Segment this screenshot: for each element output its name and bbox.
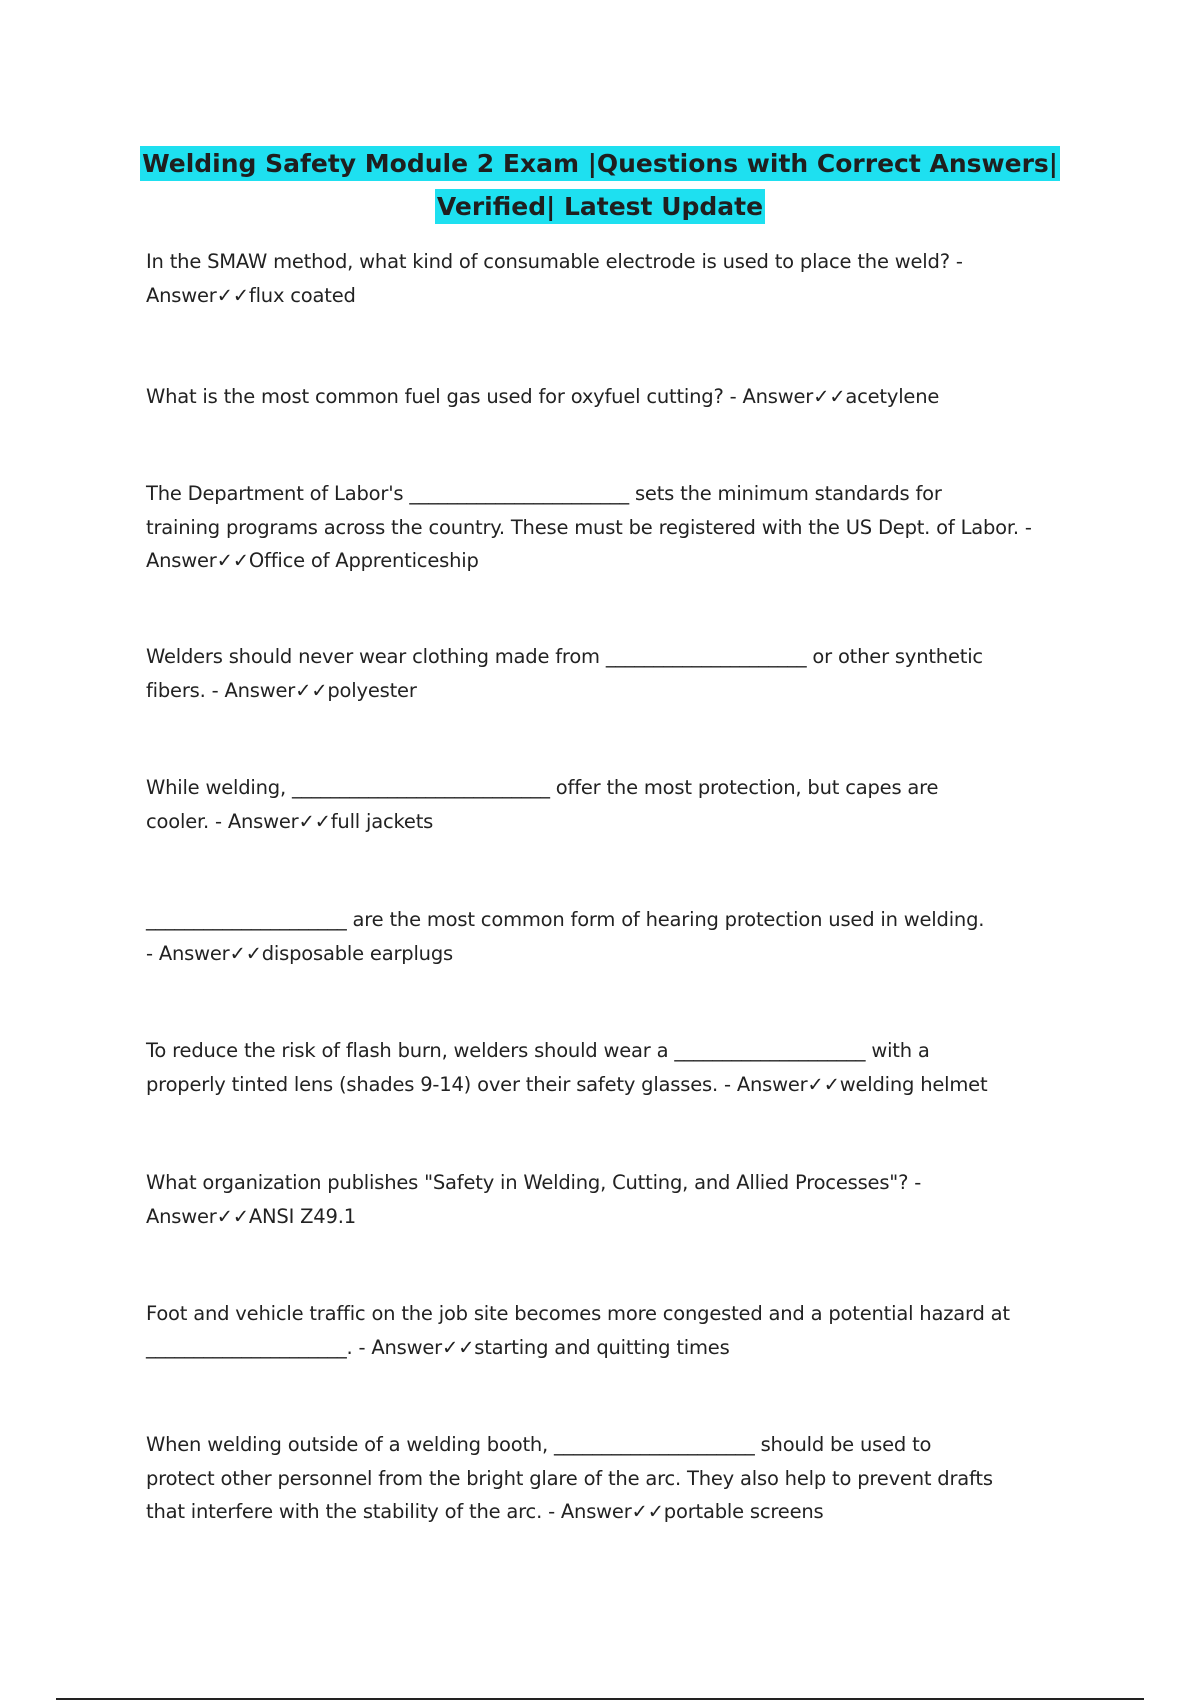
qa-line: What organization publishes "Safety in Welding, Cutting, and Allied Processes"? - bbox=[146, 1171, 922, 1194]
qa-item-7 bbox=[146, 1034, 1066, 1101]
qa-line: Answer✓✓flux coated bbox=[146, 283, 356, 307]
qa-line: training programs across the country. These must be registered with the US Dept. of Labor. - bbox=[146, 515, 1032, 539]
qa-line: - Answer✓✓disposable earplugs bbox=[146, 941, 453, 965]
qa-item-2 bbox=[146, 380, 1066, 414]
qa-line: Answer✓✓Office of Apprenticeship bbox=[146, 549, 479, 572]
qa-item-6 bbox=[146, 903, 1066, 970]
title-line-2: Verified| Latest Update bbox=[435, 189, 765, 224]
qa-line: _____________________. - Answer✓✓starting and quitting times bbox=[146, 1335, 730, 1359]
qa-line: properly tinted lens (shades 9-14) over their safety glasses. - Answer✓✓welding helmet bbox=[146, 1072, 988, 1096]
qa-item-5 bbox=[146, 771, 1066, 838]
qa-line: To reduce the risk of flash burn, welders should wear a ____________________ with a bbox=[146, 1039, 930, 1062]
qa-line: Foot and vehicle traffic on the job site becomes more congested and a potential hazard at bbox=[146, 1302, 1010, 1325]
qa-line: Answer✓✓ANSI Z49.1 bbox=[146, 1204, 356, 1228]
qa-line: The Department of Labor's _______________________ sets the minimum standards for bbox=[146, 482, 942, 505]
qa-line: While welding, ___________________________ offer the most protection, but capes are bbox=[146, 776, 939, 799]
qa-line: that interfere with the stability of the arc. - Answer✓✓portable screens bbox=[146, 1500, 824, 1523]
qa-line: In the SMAW method, what kind of consumable electrode is used to place the weld? - bbox=[146, 250, 963, 273]
qa-line: protect other personnel from the bright glare of the arc. They also help to prevent drafts bbox=[146, 1466, 993, 1490]
qa-item-10 bbox=[146, 1428, 1066, 1529]
qa-item-3 bbox=[146, 477, 1066, 578]
document-title bbox=[140, 142, 1060, 228]
qa-item-1 bbox=[146, 245, 1066, 312]
qa-item-9 bbox=[146, 1297, 1066, 1364]
qa-line: When welding outside of a welding booth, _____________________ should be used to bbox=[146, 1433, 932, 1456]
qa-line: What is the most common fuel gas used for oxyfuel cutting? - Answer✓✓acetylene bbox=[146, 385, 940, 408]
qa-line: fibers. - Answer✓✓polyester bbox=[146, 678, 417, 702]
qa-line: Welders should never wear clothing made from _____________________ or other synthetic bbox=[146, 645, 983, 668]
qa-line: cooler. - Answer✓✓full jackets bbox=[146, 809, 434, 833]
qa-item-8 bbox=[146, 1166, 1066, 1233]
title-line-1: Welding Safety Module 2 Exam |Questions with Correct Answers| bbox=[140, 146, 1060, 181]
qa-item-4 bbox=[146, 640, 1066, 707]
qa-line: _____________________ are the most common form of hearing protection used in welding. bbox=[146, 908, 985, 931]
